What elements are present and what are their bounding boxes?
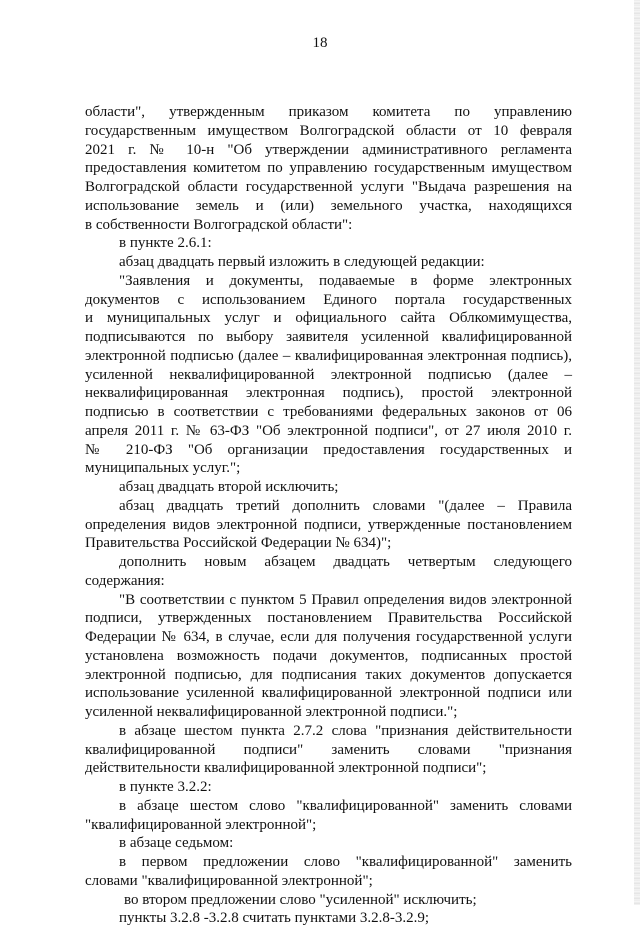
text-line: дополнить новым абзацем двадцать четвертым следующего <box>119 554 572 570</box>
text-line: в первом предложении слово "квалифицированной" заменить <box>119 854 572 870</box>
text-line: в собственности Волгоградской области": <box>85 216 353 233</box>
text-line: абзац двадцать третий дополнить словами "(далее – Правила <box>119 497 572 514</box>
text-line: Федерации № 634, в случае, если для получения государственной услуги <box>85 629 572 645</box>
document-body <box>85 103 572 928</box>
text-line: документов с использованием Единого портала государственных <box>85 291 572 308</box>
text-line: подписью в соответствии с требованиями федеральных законов от 06 <box>85 404 572 420</box>
text-line: определения видов электронной подписи, утвержденные постановлением <box>85 516 572 533</box>
text-line: усиленной неквалифицированной электронной подписи."; <box>85 704 458 720</box>
text-line: 2021 г. № 10-н "Об утверждении административного регламента <box>85 141 572 158</box>
text-line: подписываются по выбору заявителя усиленной квалифицированной <box>85 329 572 345</box>
text-line: и муниципальных услуг и официального сайта Облкомимущества, <box>85 310 572 327</box>
text-line: государственным имуществом Волгоградской области от 10 февраля <box>85 122 572 139</box>
text-line: предоставления комитетом по управлению государственным имуществом <box>85 160 572 177</box>
text-line: № 210-ФЗ "Об организации предоставления государственных и <box>85 441 572 458</box>
text-line: "В соответствии с пунктом 5 Правил определения видов электронной <box>119 591 572 608</box>
scan-edge <box>634 0 640 905</box>
text-line: квалифицированной подписи" заменить словами "признания <box>85 741 572 758</box>
text-line: в пункте 3.2.2: <box>119 779 212 795</box>
text-line: электронной подписью, для подписания таких документов допускается <box>85 666 572 683</box>
text-line: муниципальных услуг."; <box>85 460 241 477</box>
text-line: во втором предложении слово "усиленной" исключить; <box>124 891 477 908</box>
text-line: "Заявления и документы, подаваемые в форме электронных <box>119 272 572 289</box>
text-line: усиленной неквалифицированной электронной подписью (далее – <box>85 366 572 383</box>
text-line: Волгоградской области государственной услуги "Выдача разрешения на <box>85 179 572 195</box>
text-line: абзац двадцать второй исключить; <box>119 479 339 495</box>
text-line: использование земель и (или) земельного участка, находящихся <box>85 197 572 214</box>
text-line: словами "квалифицированной электронной"; <box>85 872 373 889</box>
text-line: подписи, утвержденных постановлением Правительства Российской <box>85 610 572 627</box>
text-line: в абзаце шестом пункта 2.7.2 слова "признания действительности <box>119 722 572 739</box>
text-line: в абзаце шестом слово "квалифицированной" заменить словами <box>119 797 572 814</box>
text-line: области", утвержденным приказом комитета по управлению <box>85 104 572 120</box>
text-line: содержания: <box>85 572 165 589</box>
text-line: Правительства Российской Федерации № 634)"; <box>85 535 392 552</box>
text-line: использование усиленной квалифицированной электронной подписи или <box>85 685 572 702</box>
text-line: установлена возможность подачи документов, подписанных простой <box>85 647 572 664</box>
text-line: действительности квалифицированной электронной подписи"; <box>85 760 487 777</box>
text-line: пункты 3.2.8 -3.2.8 считать пунктами 3.2.8-3.2.9; <box>119 910 430 927</box>
text-line: в абзаце седьмом: <box>119 835 234 852</box>
text-line: абзац двадцать первый изложить в следующей редакции: <box>119 254 485 270</box>
text-line: в пункте 2.6.1: <box>119 235 212 252</box>
page-number: 18 <box>312 35 328 51</box>
text-line: "квалифицированной электронной"; <box>85 816 317 833</box>
text-line: электронной подписью (далее – квалифицированная электронная подпись), <box>85 347 572 364</box>
text-line: неквалифицированная электронная подпись), простой электронной <box>85 385 572 402</box>
text-line: апреля 2011 г. № 63-ФЗ "Об электронной подписи", от 27 июля 2010 г. <box>85 422 572 439</box>
